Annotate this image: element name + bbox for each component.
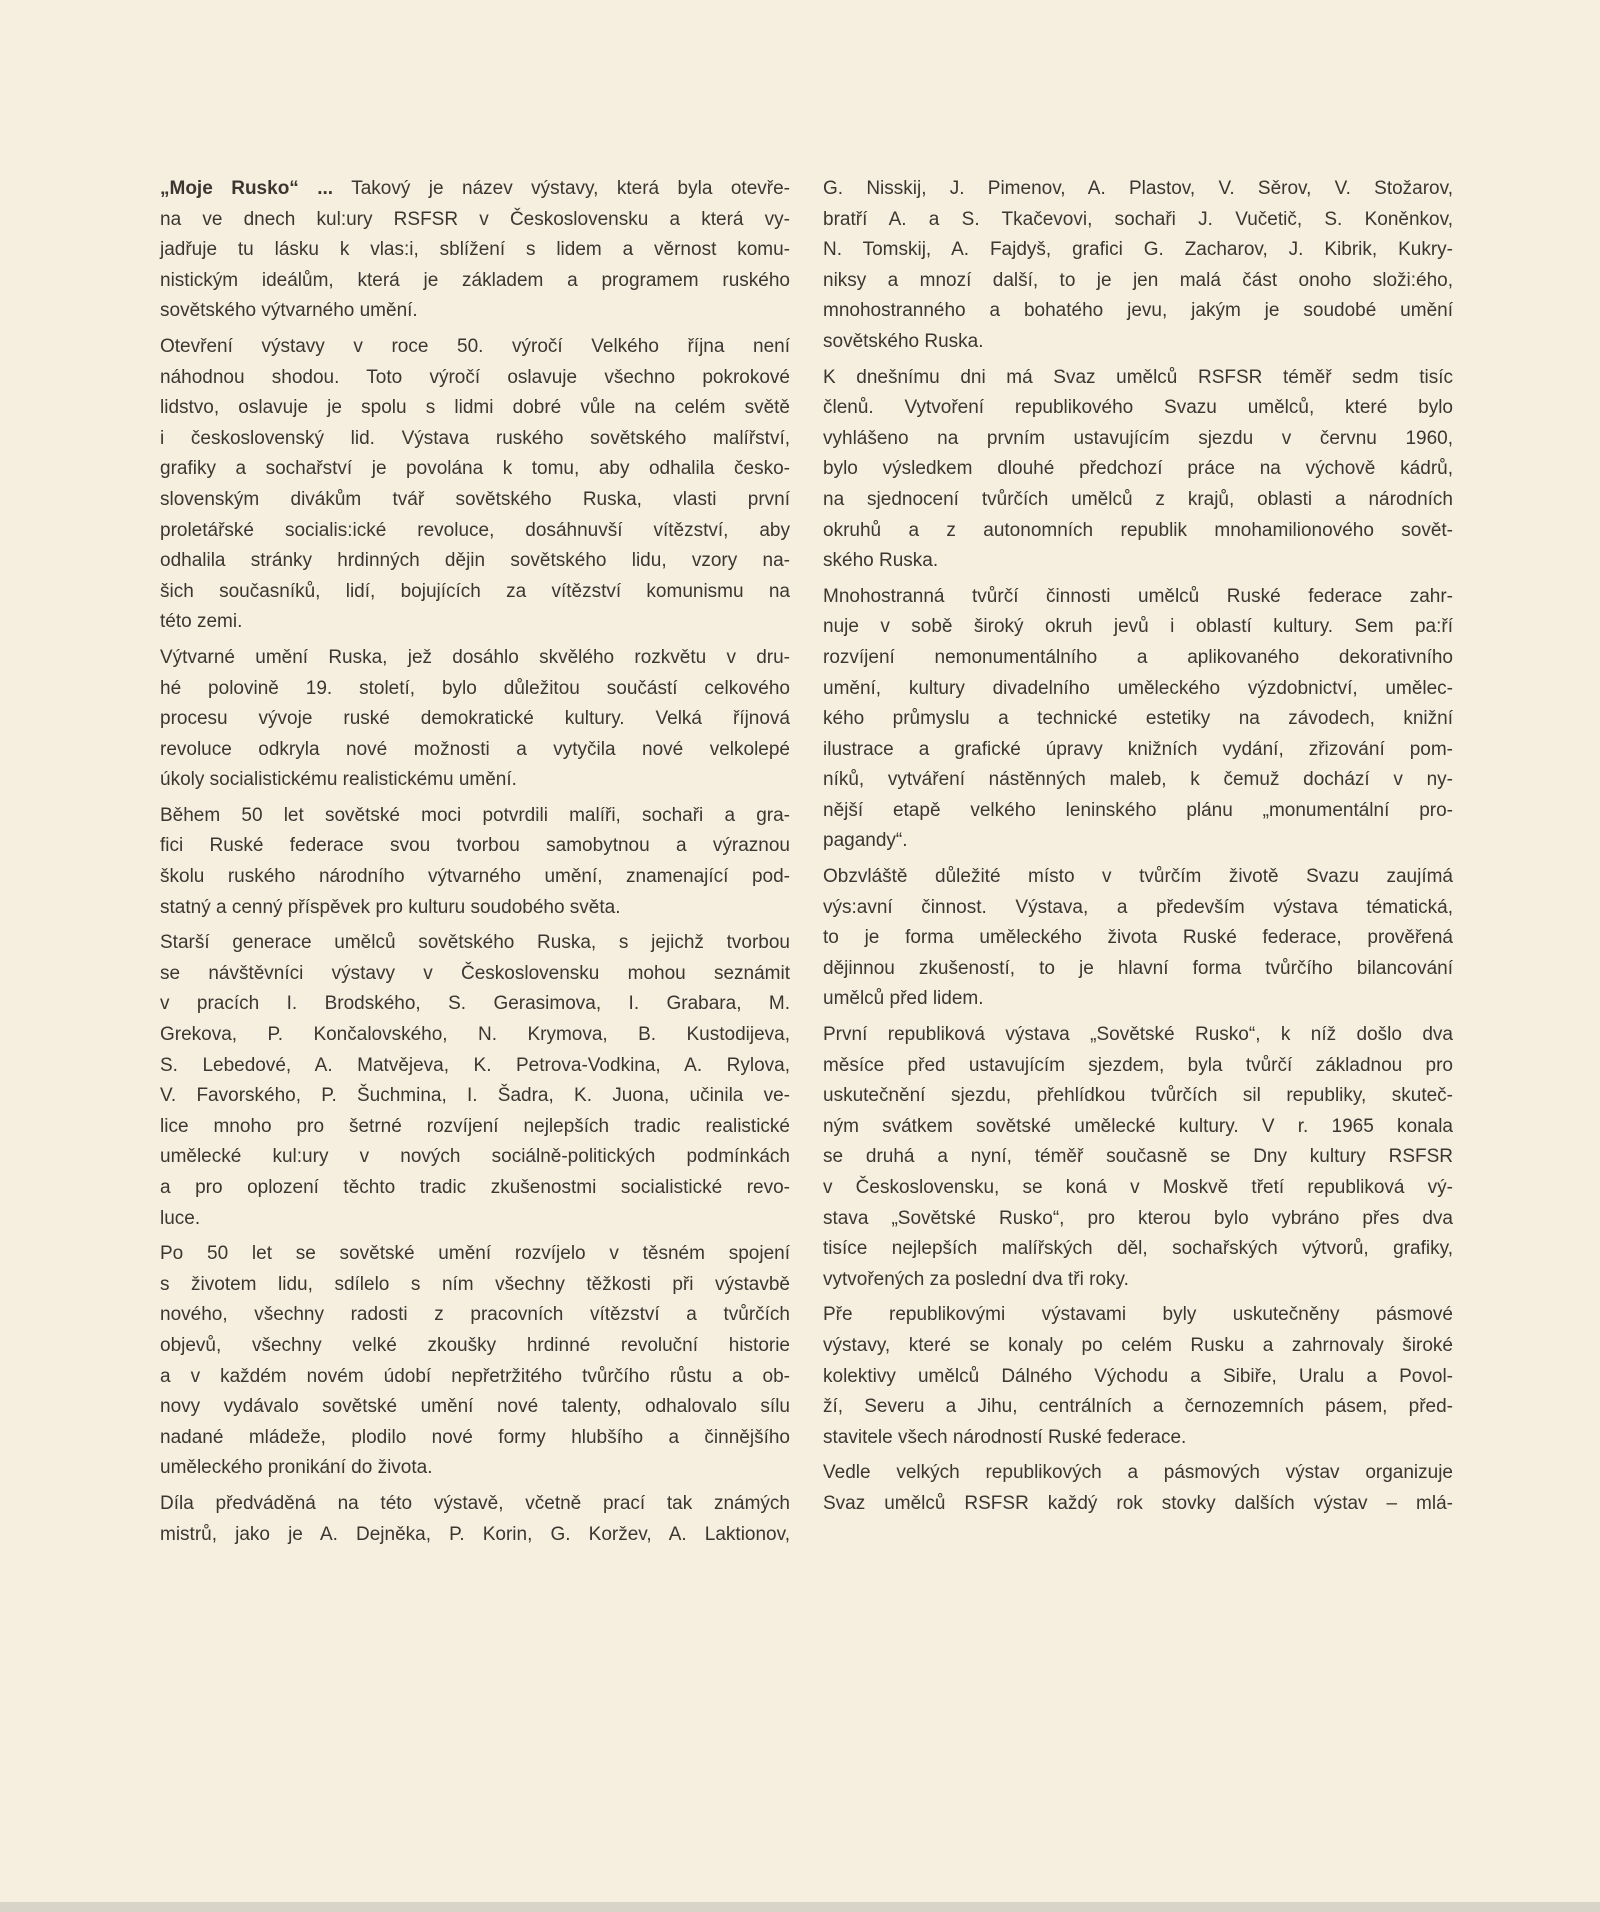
text-line: Obzvláště důležité místo v tvůrčím životě Svazu zaujímá [823,866,1453,888]
text-line: K dnešnímu dni má Svaz umělců RSFSR téměř sedm tisíc [823,366,1453,388]
page-bottom-edge [0,1902,1600,1912]
paragraph [823,582,1453,857]
text-line: a v každém novém údobí nepřetržitého tvůrčího růstu a ob- [160,1365,790,1387]
text-line: na sjednocení tvůrčích umělců z krajů, oblasti a národních [823,488,1453,510]
text-line: této zemi. [160,611,243,633]
text-line: ným svátkem sovětské umělecké kultury. V r. 1965 konala [823,1115,1453,1137]
text-line: revoluce odkryla nové možnosti a vytyčila nové velkolepé [160,738,790,760]
text-line: uskutečnění sjezdu, přehlídkou tvůrčích sil republiky, skuteč- [823,1085,1453,1107]
text-line: mnohostranného a bohatého jevu, jakým je soudobé umění [823,300,1453,322]
text-line: bratří A. a S. Tkačevovi, sochaři J. Vučetič, S. Koněnkov, [823,208,1453,230]
text-line: Mnohostranná tvůrčí činnosti umělců Ruské federace zahr- [823,585,1453,607]
text-line: nější etapě velkého leninského plánu „monumentální pro- [823,799,1453,821]
text-line: dějinnou zkušeností, to je hlavní forma tvůrčího bilancování [823,957,1453,979]
text-line: nuje v sobě široký okruh jevů i oblastí kultury. Sem pa:ří [823,616,1453,638]
text-line: procesu vývoje ruské demokratické kultury. Velká říjnová [160,708,790,730]
paragraph [823,1300,1453,1453]
text-line: luce. [160,1207,201,1229]
text-line: okruhů a z autonomních republik mnohamilionového sovět- [823,519,1453,541]
text-line: ského Ruska. [823,550,939,572]
text-line: v pracích I. Brodského, S. Gerasimova, I. Grabara, M. [160,993,790,1015]
text-line: úkoly socialistickému realistickému umění. [160,769,517,791]
paragraph [160,928,790,1234]
paragraph [160,332,790,638]
text-line: ilustrace a grafické úpravy knižních vydání, zřizování pom- [823,738,1453,760]
text-line: Po 50 let se sovětské umění rozvíjelo v těsném spojení [160,1243,790,1265]
paragraph [823,174,1453,358]
text-line: nového, všechny radosti z pracovních vítězství a tvůrčích [160,1304,790,1326]
text-line: slovenským divákům tvář sovětského Ruska, vlasti první [160,488,790,510]
text-line: se návštěvníci výstavy v Československu mohou seznámit [160,962,790,984]
text-line: Svaz umělců RSFSR každý rok stovky dalších výstav – mlá- [823,1492,1453,1514]
text-line: statný a cenný příspěvek pro kulturu soudobého světa. [160,896,621,918]
text-line: G. Nisskij, J. Pimenov, A. Plastov, V. Sěrov, V. Stožarov, [823,178,1453,199]
text-line: to je forma uměleckého života Ruské federace, prověřená [823,927,1453,949]
text-line: umělecké kul:ury v nových sociálně-politických podmínkách [160,1146,790,1168]
lead-title: „Moje Rusko“ ... [160,178,334,199]
text-line: vytvořených za poslední dva tři roky. [823,1268,1129,1290]
text-line: Grekova, P. Končalovského, N. Krymova, B. Kustodijeva, [160,1024,790,1046]
text-line: jadřuje tu lásku k vlas:i, sblížení s lidem a věrnost komu- [160,239,790,261]
text-line: výstavy, které se konaly po celém Rusku a zahrnovaly široké [823,1334,1453,1356]
text-line: i československý lid. Výstava ruského sovětského malířství, [160,427,790,449]
text-line: sovětského výtvarného umění. [160,300,418,322]
text-line: bylo výsledkem dlouhé předchozí práce na výchově kádrů, [823,458,1453,480]
text-line: proletářské socialis:ické revoluce, dosáhnuvší vítězství, aby [160,519,790,541]
text-line: školu ruského národního výtvarného umění, znamenající pod- [160,866,790,888]
paragraph [160,174,790,327]
text-line: nistickým ideálům, která je základem a programem ruského [160,269,790,291]
text-line: s životem lidu, sdílelo s ním všechny těžkosti při výstavbě [160,1273,790,1295]
text-line: stava „Sovětské Rusko“, pro kterou bylo vybráno přes dva [823,1207,1453,1229]
text-line: nadané mládeže, plodilo nové formy hlubšího a činnějšího [160,1426,790,1448]
text-line: umělců před lidem. [823,988,984,1010]
text-line: výs:avní činnost. Výstava, a především výstava tématická, [823,896,1453,918]
text-column-right [823,174,1453,1525]
text-line: umění, kultury divadelního uměleckého výzdobnictví, umělec- [823,677,1453,699]
text-line: Pře republikovými výstavami byly uskutečněny pásmové [823,1304,1453,1326]
text-line: Starší generace umělců sovětského Ruska, s jejichž tvorbou [160,932,790,954]
paragraph [160,1239,790,1484]
text-column-left [160,174,790,1555]
text-line: lice mnoho pro šetrné rozvíjení nejlepších tradic realistické [160,1115,790,1137]
text-line: členů. Vytvoření republikového Svazu umělců, které bylo [823,397,1453,419]
text-line: v Československu, se koná v Moskvě třetí republiková vý- [823,1177,1453,1198]
text-line: Díla předváděná na této výstavě, včetně prací tak známých [160,1492,790,1514]
text-line: pagandy“. [823,830,908,852]
text-line: uměleckého pronikání do života. [160,1457,433,1479]
text-line: kolektivy umělců Dálného Východu a Sibiře, Uralu a Povol- [823,1365,1453,1387]
text-line: stavitele všech národností Ruské federace. [823,1426,1187,1448]
text-line: Vedle velkých republikových a pásmových výstav organizuje [823,1462,1453,1484]
text-line: šich současníků, lidí, bojujících za vítězství komunismu na [160,580,790,602]
text-line: na ve dnech kul:ury RSFSR v Československu a která vy- [160,208,790,230]
text-line: měsíce před ustavujícím sjezdem, byla tvůrčí základnou pro [823,1054,1453,1076]
text-line: V. Favorského, P. Šuchmina, I. Šadra, K. Juona, učinila ve- [160,1085,790,1107]
text-line: fici Ruské federace svou tvorbou samobytnou a výraznou [160,835,790,857]
text-line: objevů, všechny velké zkoušky hrdinné revoluční historie [160,1334,790,1356]
paragraph [823,1020,1453,1295]
text-line-content: Takový je název výstavy, která byla otevře- [333,178,790,199]
text-line: sovětského Ruska. [823,330,984,352]
paragraph [823,1458,1453,1519]
text-line: mistrů, jako je A. Dejněka, P. Korin, G. Koržev, A. Laktionov, [160,1523,790,1545]
text-line: níků, vytváření nástěnných maleb, k čemuž dochází v ny- [823,769,1453,791]
text-line: lidstvo, oslavuje je spolu s lidmi dobré vůle na celém světě [160,397,790,419]
text-line: odhalila stránky hrdinných dějin sovětského lidu, vzory na- [160,550,790,572]
text-line: N. Tomskij, A. Fajdyš, grafici G. Zacharov, J. Kibrik, Kukry- [823,239,1453,261]
paragraph [823,862,1453,1015]
paragraph [160,643,790,796]
text-line: Otevření výstavy v roce 50. výročí Velkého října není [160,335,790,357]
text-line: rozvíjení nemonumentálního a aplikovaného dekorativního [823,646,1453,668]
text-line: Během 50 let sovětské moci potvrdili malíři, sochaři a gra- [160,804,790,826]
paragraph [160,1489,790,1550]
text-line: S. Lebedové, A. Matvějeva, K. Petrova-Vodkina, A. Rylova, [160,1054,790,1076]
text-line: hé polovině 19. století, bylo důležitou součástí celkového [160,677,790,699]
text-line [160,174,790,205]
text-line: novy vydávalo sovětské umění nové talenty, odhalovalo sílu [160,1396,790,1418]
text-line: niksy a mnozí další, to je jen malá část onoho složi:ého, [823,269,1453,291]
text-line: Výtvarné umění Ruska, jež dosáhlo skvělého rozkvětu v dru- [160,646,790,668]
text-line: tisíce nejlepších malířských děl, sochařských výtvorů, grafiky, [823,1238,1453,1260]
text-line: První republiková výstava „Sovětské Rusko“, k níž došlo dva [823,1024,1453,1046]
text-line: se druhá a nyní, téměř současně se Dny kultury RSFSR [823,1146,1453,1168]
paragraph [160,801,790,923]
text-line: a pro oplození těchto tradic zkušenostmi socialistické revo- [160,1177,790,1198]
text-line: grafiky a sochařství je povolána k tomu, aby odhalila česko- [160,458,790,480]
text-line: ží, Severu a Jihu, centrálních a černozemních pásem, před- [823,1396,1453,1418]
paragraph [823,363,1453,577]
text-line: vyhlášeno na prvním ustavujícím sjezdu v červnu 1960, [823,427,1453,449]
text-line: náhodnou shodou. Toto výročí oslavuje všechno pokrokové [160,366,790,388]
text-line: kého průmyslu a technické estetiky na závodech, knižní [823,708,1453,730]
